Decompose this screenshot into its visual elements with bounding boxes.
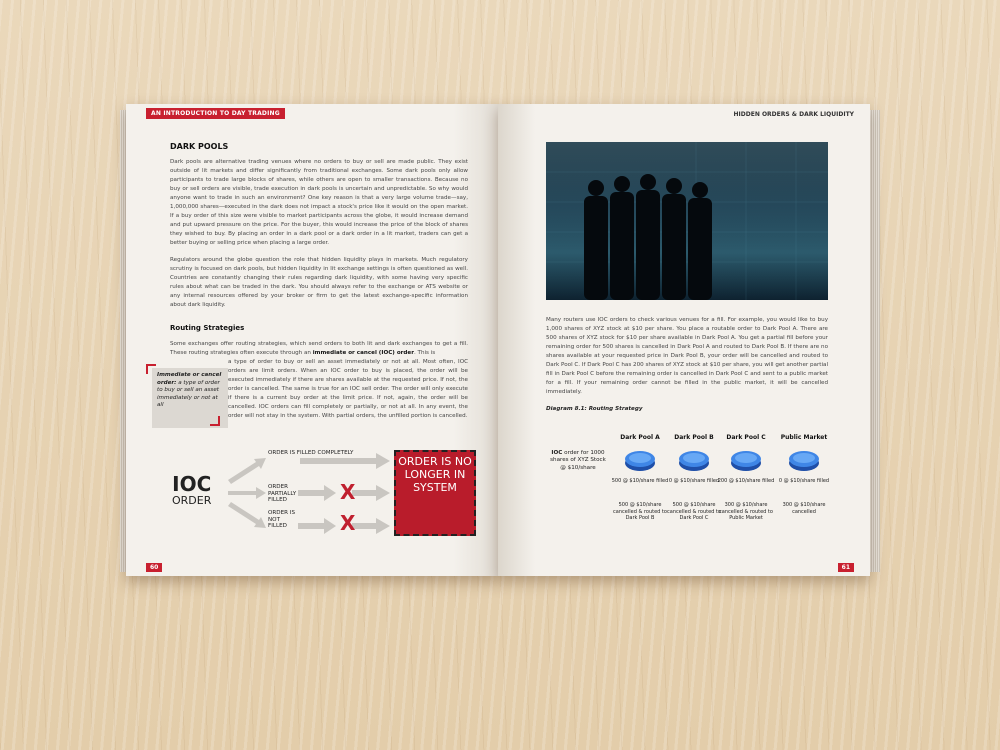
ioc-small-text: ORDER bbox=[172, 494, 212, 507]
dark-pools-paragraph-1: Dark pools are alternative trading venues where no orders to buy or sell are made public. They exist outside of lit markets and differ significantly from traditional exchanges. Some dark pools only allow participants to trade large blocks of shares, while others are open to smaller transactions. Because no buy or sell orders are visible, trade execution in dark pools is uncertain and unpredictable. So why would anyone want to trade in such an environment? One key reason is that a very large volume trade—say, 1,000,000 shares—executed in the dark does not impact a stock's price like it would on the open market. If a buy order of this size were visible to market participants across the globe, it would increase demand and put upward pressure on the price. For the buyer, this would increase the price of the block of shares they wished to buy. By placing an order in a dark pool or a dark order in a lit market, traders can get a better buying or selling price when placing a large order. bbox=[170, 159, 468, 246]
pool-c-route: 300 @ $10/share cancelled & routed to Public Market bbox=[719, 502, 773, 521]
page-edge-right bbox=[870, 110, 880, 572]
pool-b-fill: 0 @ $10/share filled bbox=[668, 478, 720, 484]
pool-a-fill: 500 @ $10/share filled bbox=[611, 478, 669, 484]
public-market-route: 300 @ $10/share cancelled bbox=[782, 502, 826, 515]
pool-c-coin-icon bbox=[730, 448, 762, 472]
left-page bbox=[126, 104, 498, 576]
label-not-filled: ORDER IS NOT FILLED bbox=[268, 510, 295, 530]
dark-silhouettes-photo bbox=[546, 142, 828, 300]
routing-paragraph-2: a type of order to buy or sell an asset immediately or not at all. Most often, IOC orders are limit orders. When an IOC order to buy is placed, the order will be executed immediately if there are shares available at the requested price. If not, the order is cancelled. The same is true for an IOC sell order. The order will only execute if there is a current buy order at the limit price. If not, again, the order will be cancelled. IOC orders can fill completely or partially, or not at all. In any event, the order will not stay in the system. With partial orders, the unfilled portion is cancelled. bbox=[228, 359, 468, 419]
label-partially-filled: ORDER PARTIALLY FILLED bbox=[268, 484, 297, 504]
diagram-caption: Diagram 8.1: Routing Strategy bbox=[546, 406, 643, 412]
sidebar-bracket-bottom bbox=[210, 416, 220, 426]
sidebar-term: Immediate or cancel order: bbox=[157, 372, 222, 386]
page-number-right: 61 bbox=[838, 563, 854, 572]
routing-paragraph-1 bbox=[170, 340, 468, 358]
ioc-arrows bbox=[226, 444, 396, 544]
x-mark-not-filled: X bbox=[340, 511, 356, 535]
ioc-order-description bbox=[548, 450, 608, 472]
dark-pools-paragraph-2: Regulators around the globe question the role that hidden liquidity plays in markets. Much regulatory scrutiny is focused on dark pools, but hidden liquidity in lit exchange settings is often questioned as well. Countries are constantly changing their rules regarding dark liquidity, with some having very specific rules about what can be traded in the dark. You should always refer to the exchange or ATS website or any internal resources offered by your broker or firm to get the latest exchange-specific information about dark liquidity. bbox=[170, 257, 468, 308]
running-header-left: AN INTRODUCTION TO DAY TRADING bbox=[146, 108, 285, 119]
pool-c-fill: 200 @ $10/share filled bbox=[717, 478, 775, 484]
ioc-term-bold: immediate or cancel (IOC) order bbox=[312, 350, 414, 356]
routing-paragraph-1-start: Some exchanges offer routing strategies, which send orders to both lit and dark exchanges to get a fill. These routing strategies often execute through an bbox=[170, 341, 468, 356]
label-filled-completely: ORDER IS FILLED COMPLETELY bbox=[268, 450, 354, 456]
right-page bbox=[498, 104, 870, 576]
order-no-longer-in-system-box: ORDER IS NO LONGER IN SYSTEM bbox=[394, 450, 476, 536]
open-book bbox=[120, 104, 880, 580]
page-number-left: 60 bbox=[146, 563, 162, 572]
routing-strategies-heading: Routing Strategies bbox=[170, 324, 245, 332]
ioc-order-rest: order for 1000 shares of XYZ Stock @ $10/share bbox=[550, 450, 606, 471]
pool-b-coin-icon bbox=[678, 448, 710, 472]
ioc-order-bold: IOC bbox=[551, 450, 563, 456]
pool-name-c: Dark Pool C bbox=[726, 434, 766, 441]
public-market-coin-icon bbox=[788, 448, 820, 472]
pool-a-coin-icon bbox=[624, 448, 656, 472]
dark-pools-heading: DARK POOLS bbox=[170, 142, 229, 151]
right-body-paragraph: Many routers use IOC orders to check various venues for a fill. For example, you would like to buy 1,000 shares of XYZ stock at $10 per share. You place a routable order to Dark Pool A. There are 500 shares of XYZ stock for $10 per share available in Dark Pool A. You get a partial fill before your remaining order for 500 shares is cancelled in Dark Pool A and routed to Dark Pool B. If there are no shares available at your requested price in Dark Pool B, your order will be cancelled and routed to Dark Pool C. If Dark Pool C has 200 shares of XYZ stock at $10 per share, you will get another partial fill in Dark Pool C before the remaining order is cancelled in Dark Pool C and sent to a public market for a fill. If your remaining order cannot be filled in the public market, it will be cancelled immediately. bbox=[546, 317, 829, 395]
routing-paragraph-1-end: . This is bbox=[413, 350, 436, 356]
running-header-right: HIDDEN ORDERS & DARK LIQUIDITY bbox=[733, 111, 854, 118]
silhouettes-image bbox=[546, 142, 828, 300]
x-mark-partial: X bbox=[340, 480, 356, 504]
sidebar-definition: a type of order to buy or sell an asset immediately or not at all bbox=[157, 379, 220, 408]
ioc-big-text: IOC bbox=[172, 472, 212, 496]
pool-b-route: 500 @ $10/share cancelled & routed to Dark Pool C bbox=[667, 502, 721, 521]
pool-a-route: 500 @ $10/share cancelled & routed to Dark Pool B bbox=[613, 502, 667, 521]
public-market-fill: 0 @ $10/share filled bbox=[778, 478, 830, 484]
ioc-order-label bbox=[172, 474, 211, 507]
pool-name-public: Public Market bbox=[780, 434, 828, 441]
pool-name-b: Dark Pool B bbox=[674, 434, 714, 441]
pool-name-a: Dark Pool A bbox=[620, 434, 660, 441]
